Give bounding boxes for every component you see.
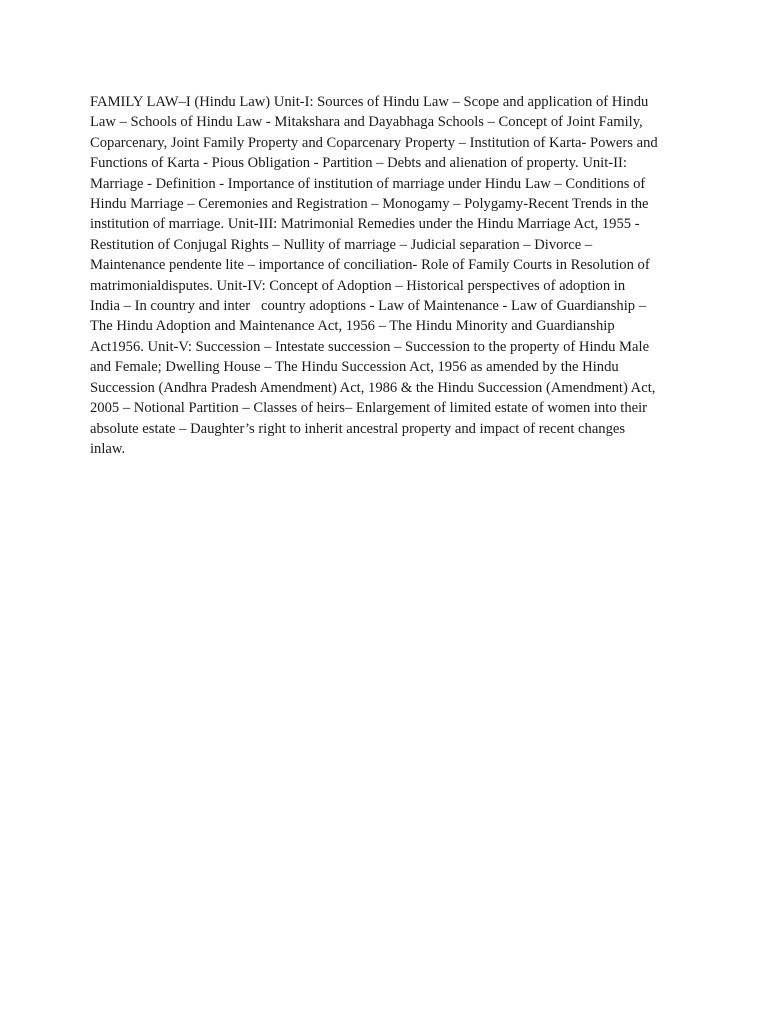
text-line: 2005 – Notional Partition – Classes of heirs– Enlargement of limited estate of women into their (90, 400, 648, 417)
text-line: Maintenance pendente lite – importance of conciliation- Role of Family Courts in Resolution of (90, 257, 650, 274)
text-line: Hindu Marriage – Ceremonies and Registration – Monogamy – Polygamy-Recent Trends in the (90, 196, 649, 213)
text-line: Coparcenary, Joint Family Property and Coparcenary Property – Institution of Karta- Powers and (90, 134, 658, 151)
text-line: FAMILY LAW–I (Hindu Law) Unit-I: Sources of Hindu Law – Scope and application of Hindu (90, 94, 649, 110)
text-line: absolute estate – Daughter’s right to inherit ancestral property and impact of recent changes (90, 420, 626, 437)
text-line: and Female; Dwelling House – The Hindu Succession Act, 1956 as amended by the Hindu (90, 359, 619, 376)
text-line: Act1956. Unit-V: Succession – Intestate succession – Succession to the property of Hindu Male (90, 338, 650, 355)
text-line: Succession (Andhra Pradesh Amendment) Act, 1986 & the Hindu Succession (Amendment) Act, (90, 379, 656, 396)
text-line: matrimonialdisputes. Unit-IV: Concept of Adoption – Historical perspectives of adoption in (90, 277, 626, 294)
text-line: Restitution of Conjugal Rights – Nullity of marriage – Judicial separation – Divorce – (90, 236, 593, 253)
text-line: Functions of Karta - Pious Obligation - Partition – Debts and alienation of property. Unit-II: (90, 155, 627, 172)
text-line: India – In country and inter country adoptions - Law of Maintenance - Law of Guardianship – (90, 298, 647, 315)
text-line: The Hindu Adoption and Maintenance Act, 1956 – The Hindu Minority and Guardianship (90, 318, 615, 335)
text-line: inlaw. (90, 440, 126, 457)
text-line: institution of marriage. Unit-III: Matrimonial Remedies under the Hindu Marriage Act, 1955 - (90, 216, 640, 233)
text-line: Marriage - Definition - Importance of institution of marriage under Hindu Law – Conditions of (90, 175, 646, 192)
text-line: Law – Schools of Hindu Law - Mitakshara and Dayabhaga Schools – Concept of Joint Family, (90, 114, 643, 131)
syllabus-paragraph (90, 92, 682, 459)
